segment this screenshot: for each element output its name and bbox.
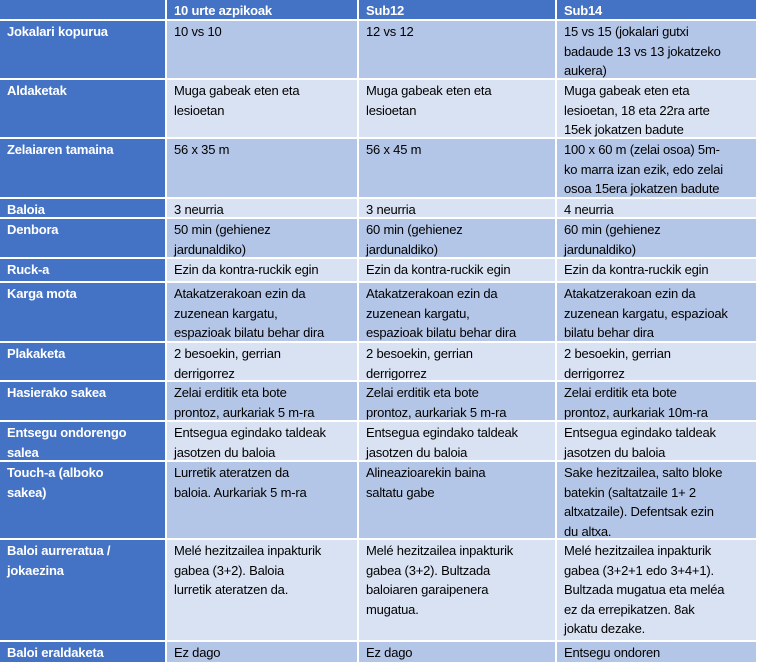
table-cell: Alineazioarekin baina saltatu gabe: [359, 462, 555, 538]
table-cell: 3 neurria: [167, 199, 357, 217]
table-cell: 10 vs 10: [167, 21, 357, 78]
table-cell: 2 besoekin, gerrian derrigorrez: [359, 343, 555, 380]
table-cell: Entsegua egindako taldeak jasotzen du baloia: [167, 422, 357, 460]
table-cell: Entsegu ondoren: [557, 642, 756, 662]
table-cell: Ezin da kontra-ruckik egin: [557, 259, 756, 281]
column-header: Sub14: [557, 0, 756, 19]
table-cell: Ez dago: [359, 642, 555, 662]
table-cell: Zelai erditik eta bote prontoz, aurkariak 5 m-ra: [359, 382, 555, 420]
table-cell: 56 x 45 m: [359, 139, 555, 197]
table-cell: Melé hezitzailea inpakturik gabea (3+2). Bultzada baloiaren garaipenera mugatua.: [359, 540, 555, 640]
table-cell: Zelai erditik eta bote prontoz, aurkariak 5 m-ra: [167, 382, 357, 420]
table-cell: Ezin da kontra-ruckik egin: [359, 259, 555, 281]
row-label: Zelaiaren tamaina: [0, 139, 165, 197]
table-cell: Atakatzerakoan ezin da zuzenean kargatu, espazioak bilatu behar dira: [359, 283, 555, 341]
header-corner: [0, 0, 165, 19]
table-cell: Atakatzerakoan ezin da zuzenean kargatu, espazioak bilatu behar dira: [557, 283, 756, 341]
row-label: Plakaketa: [0, 343, 165, 380]
row-label: Baloia: [0, 199, 165, 217]
table-cell: 12 vs 12: [359, 21, 555, 78]
table-cell: 50 min (gehienez jardunaldiko): [167, 219, 357, 257]
table-cell: 60 min (gehienez jardunaldiko): [359, 219, 555, 257]
table-cell: Melé hezitzailea inpakturik gabea (3+2+1 edo 3+4+1). Bultzada mugatua eta meléa ez da errepikatzen. 8ak jokatu dezake.: [557, 540, 756, 640]
row-label: Touch-a (alboko sakea): [0, 462, 165, 538]
table-cell: Atakatzerakoan ezin da zuzenean kargatu, espazioak bilatu behar dira: [167, 283, 357, 341]
table-cell: Muga gabeak eten eta lesioetan: [359, 80, 555, 137]
table-cell: 15 vs 15 (jokalari gutxi badaude 13 vs 13 jokatzeko aukera): [557, 21, 756, 78]
table-cell: Ez dago: [167, 642, 357, 662]
table-cell: 100 x 60 m (zelai osoa) 5m- ko marra izan ezik, edo zelai osoa 15era jokatzen badute: [557, 139, 756, 197]
row-label: Baloi eraldaketa: [0, 642, 165, 662]
table-cell: 56 x 35 m: [167, 139, 357, 197]
row-label: Hasierako sakea: [0, 382, 165, 420]
column-header: Sub12: [359, 0, 555, 19]
table-cell: Muga gabeak eten eta lesioetan, 18 eta 22ra arte 15ek jokatzen badute: [557, 80, 756, 137]
table-cell: Entsegua egindako taldeak jasotzen du baloia: [557, 422, 756, 460]
table-cell: Sake hezitzailea, salto bloke batekin (saltatzaile 1+ 2 altxatzaile). Defentsak ezin du altxa.: [557, 462, 756, 538]
row-label: Baloi aurreratua / jokaezina: [0, 540, 165, 640]
table-cell: Muga gabeak eten eta lesioetan: [167, 80, 357, 137]
table-cell: 3 neurria: [359, 199, 555, 217]
table-cell: 2 besoekin, gerrian derrigorrez: [167, 343, 357, 380]
table-cell: Lurretik ateratzen da baloia. Aurkariak 5 m-ra: [167, 462, 357, 538]
column-header: 10 urte azpikoak: [167, 0, 357, 19]
row-label: Ruck-a: [0, 259, 165, 281]
table-cell: 60 min (gehienez jardunaldiko): [557, 219, 756, 257]
row-label: Karga mota: [0, 283, 165, 341]
table-cell: 4 neurria: [557, 199, 756, 217]
table-cell: 2 besoekin, gerrian derrigorrez: [557, 343, 756, 380]
row-label: Aldaketak: [0, 80, 165, 137]
table-cell: Zelai erditik eta bote prontoz, aurkariak 10m-ra: [557, 382, 756, 420]
row-label: Denbora: [0, 219, 165, 257]
table-cell: Melé hezitzailea inpakturik gabea (3+2). Baloia lurretik ateratzen da.: [167, 540, 357, 640]
table-cell: Entsegua egindako taldeak jasotzen du baloia: [359, 422, 555, 460]
row-label: Jokalari kopurua: [0, 21, 165, 78]
row-label: Entsegu ondorengo salea: [0, 422, 165, 460]
table-cell: Ezin da kontra-ruckik egin: [167, 259, 357, 281]
